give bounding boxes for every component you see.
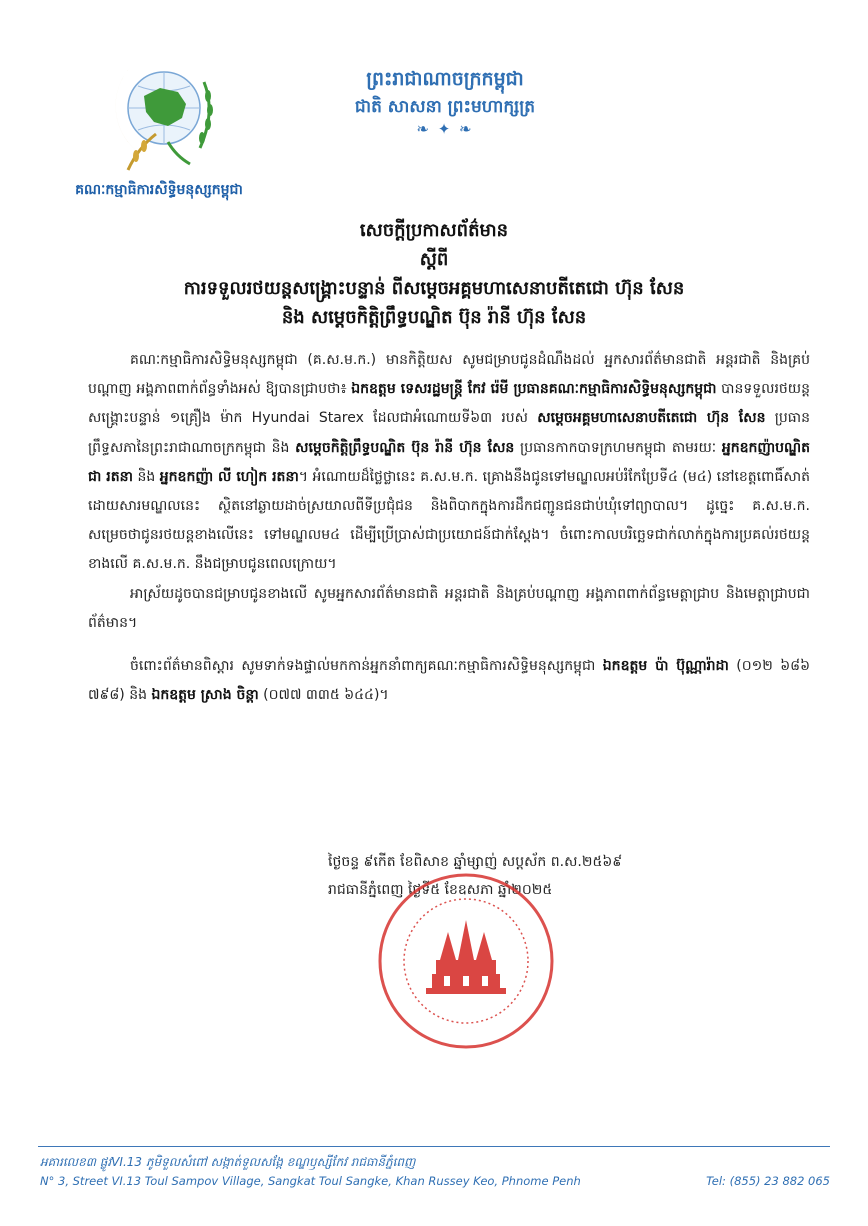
press-release-heading <box>60 216 808 332</box>
press-release-body <box>88 346 810 710</box>
kingdom-header <box>300 64 590 138</box>
paragraph-contact <box>88 652 810 710</box>
body-text: ប្រធានកាកបាទក្រហមកម្ពុជា តាមរយៈ <box>514 439 722 456</box>
heading-about: ស្ដីពី <box>419 249 449 270</box>
kingdom-line-1: ព្រះរាជាណាចក្រកម្ពុជា <box>366 68 524 90</box>
heading-title: សេចក្ដីប្រកាសព័ត៌មាន <box>359 220 509 241</box>
phone-number-1: (០១២ ៦៨៦ ៧៩៨) និង <box>88 658 810 704</box>
heading-subject-line-1: ការទទួលរថយន្តសង្គ្រោះបន្ទាន់ ពីសម្ដេចអគ្គមហាសេនាបតីតេជោ ហ៊ុន សែន <box>183 278 685 299</box>
org-name: គណៈកម្មាធិការសិទ្ធិមនុស្សកម្ពុជា <box>75 182 243 198</box>
phone-number-2: (០៧៧ ៣៣៥ ៦៤៤)។ <box>258 687 389 704</box>
ornament-divider: ❧ ✦ ❧ <box>416 120 474 138</box>
spokesperson-name-1: ឯកឧត្ដម ប៉ា ប៊ុណ្ណារ៉ាដា <box>602 658 729 675</box>
body-text: និង <box>132 468 160 485</box>
body-text: ។ អំណោយដ៏ថ្លៃថ្លានេះ គ.ស.ម.ក. គ្រោងនឹងជូនទៅមណ្ឌលអប់រំកែប្រែទី៤ (ម៤) នៅខេត្តពោធិ៍សាត់ ដោយសារមណ្ឌលនេះ ស្ថិតនៅឆ្ងាយដាច់ស្រយាលពីទីប្រជុំជន និងពិបាកក្នុងការដឹកជញ្ជូនជនជាប់ឃុំទៅព្យាបាល។ ដូច្នេះ គ.ស.ម.ក. សម្រេចថាជូនរថយន្តខាងលើនេះ ទៅមណ្ឌលម៤ ដើម្បីប្រើប្រាស់ជាប្រយោជន៍ជាក់ស្ដែង។ ចំពោះកាលបរិច្ឆេទជាក់លាក់ក្នុងការប្រគល់រថយន្តខាងលើ គ.ស.ម.ក. នឹងជម្រាបជូនពេលក្រោយ។ <box>88 468 810 573</box>
body-text: ប្រធានព្រឹទ្ធសភានៃព្រះរាជាណាចក្រកម្ពុជា និង <box>88 410 810 456</box>
footer-divider <box>38 1146 830 1147</box>
chrc-emblem-icon <box>98 52 222 180</box>
body-text: គណៈកម្មាធិការសិទ្ធិមនុស្សកម្ពុជា (គ.ស.ម.ក.) មានកិត្តិយស សូមជម្រាបជូនដំណឹងដល់ អ្នកសារព័ត៌មានជាតិ អន្តរជាតិ និងគ្រប់បណ្ដាញ អង្គភាពពាក់ព័ន្ធទាំងអស់ ឱ្យបានជ្រាបថា៖ <box>88 352 810 398</box>
heading-subject-line-2: និង សម្ដេចកិត្តិព្រឹទ្ធបណ្ឌិត ប៊ុន រ៉ានី ហ៊ុន សែន <box>281 307 587 328</box>
spokesperson-name-2: ឯកឧត្ដម ស្រាង ចិន្ដា <box>151 687 259 704</box>
chrc-president-name: ឯកឧត្ដម ទេសរដ្ឋមន្ត្រី កែវ រ៉េមី ប្រធានគណៈកម្មាធិការសិទ្ធិមនុស្សកម្ពុជា <box>351 381 717 398</box>
footer-address-khmer: អគារលេខ៣ ផ្លូវVI.13 ភូមិទួលសំពៅ សង្កាត់ទួលសង្កែ ខណ្ឌឫស្សីកែវ រាជធានីភ្នំពេញ <box>40 1155 416 1169</box>
solar-date: រាជធានីភ្នំពេញ ថ្ងៃទី៥ ខែឧសភា ឆ្នាំ២០២៥ <box>328 882 553 898</box>
body-text: ចំពោះព័ត៌មានពិស្ដារ សូមទាក់ទងផ្ទាល់មកកាន់អ្នកនាំពាក្យគណៈកម្មាធិការសិទ្ធិមនុស្សកម្ពុជា <box>130 658 603 675</box>
donor-name-2: សម្ដេចកិត្តិព្រឹទ្ធបណ្ឌិត ប៊ុន រ៉ានី ហ៊ុន សែន <box>295 439 515 456</box>
donor-name-1: សម្ដេចអគ្គមហាសេនាបតីតេជោ ហ៊ុន សែន <box>537 410 766 427</box>
official-seal-icon <box>374 862 558 1060</box>
paragraph-announcement <box>88 346 810 580</box>
intermediary-name-1: អ្នកឧកញ៉ាបណ្ឌិត ជា រតនា <box>88 439 810 485</box>
footer-telephone: Tel: (855) 23 882 065 <box>706 1174 830 1188</box>
paragraph-notice: អាស្រ័យដូចបានជម្រាបជូនខាងលើ សូមអ្នកសារព័ត៌មានជាតិ អន្តរជាតិ និងគ្រប់បណ្ដាញ អង្គភាពពាក់ព័ន្ធមេត្តាជ្រាប និងមេត្តាជ្រាបជាព័ត៌មាន។ <box>88 585 810 631</box>
lunar-date: ថ្ងៃចន្ទ ៩កើត ខែពិសាខ ឆ្នាំម្សាញ់ សប្តស័ក ព.ស.២៥៦៩ <box>328 854 623 870</box>
intermediary-name-2: អ្នកឧកញ៉ា លី ហៀក រតនា <box>159 468 299 485</box>
footer-address-english: N° 3, Street VI.13 Toul Sampov Village, Sangkat Toul Sangke, Khan Russey Keo, Phnome Penh <box>40 1174 581 1188</box>
kingdom-line-2: ជាតិ សាសនា ព្រះមហាក្សត្រ <box>354 97 536 117</box>
body-text: បានទទួលរថយន្តសង្គ្រោះបន្ទាន់ ១គ្រឿង ម៉ាក Hyundai Starex ដែលជាអំណោយទី៦៣ របស់ <box>88 381 810 427</box>
letterhead-logo <box>44 52 274 212</box>
